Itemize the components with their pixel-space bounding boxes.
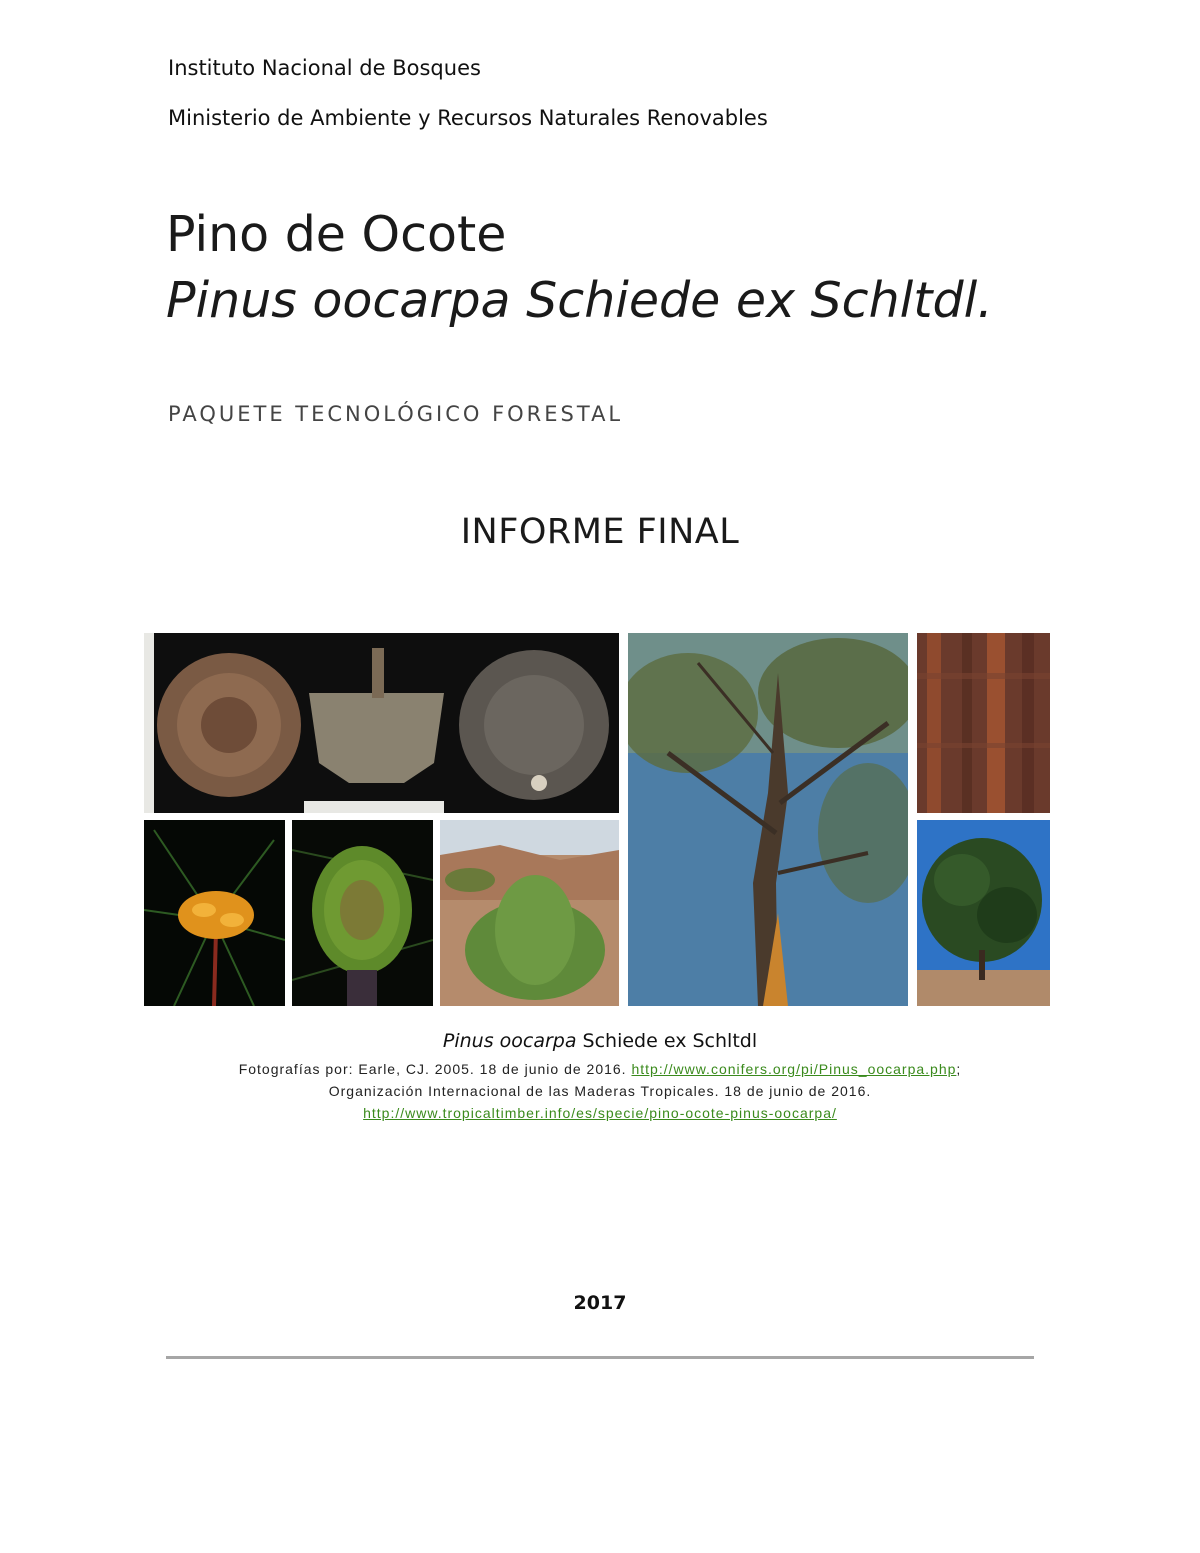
pine-cones-specimen-photo [144,633,619,813]
male-strobili-photo [144,820,285,1006]
photo-caption-title [0,1030,1200,1052]
report-label: INFORME FINAL [460,512,740,552]
institution-name: Instituto Nacional de Bosques [168,56,481,80]
pine-bark-photo [917,633,1050,813]
footer-divider [166,1356,1034,1359]
photo-credit-line-1 [0,1061,1200,1077]
publication-year: 2017 [573,1292,627,1314]
ministry-name: Ministerio de Ambiente y Recursos Naturales Renovables [168,106,768,130]
conifers-link[interactable]: http://www.conifers.org/pi/Pinus_oocarpa.php [631,1061,957,1077]
pine-tree-canopy-photo [628,633,908,1006]
mature-pine-photo [917,820,1050,1006]
document-subtitle: PAQUETE TECNOLÓGICO FORESTAL [168,402,624,426]
young-pine-photo [440,820,619,1006]
scientific-name-title: Pinus oocarpa Schiede ex Schltdl. [166,272,993,329]
photo-credit-line-3 [0,1105,1200,1121]
credit-link1-suffix: ; [956,1061,962,1077]
green-cone-photo [292,820,433,1006]
common-name-title: Pino de Ocote [166,206,507,263]
caption-species-author: Schiede ex Schltdl [576,1030,758,1052]
caption-species-italic: Pinus oocarpa [442,1030,577,1052]
tropicaltimber-link[interactable]: http://www.tropicaltimber.info/es/specie/pino-ocote-pinus-oocarpa/ [363,1105,837,1121]
credit-prefix: Fotografías por: Earle, CJ. 2005. 18 de junio de 2016. [238,1061,632,1077]
photo-credit-line-2: Organización Internacional de las Maderas Tropicales. 18 de junio de 2016. [328,1083,872,1099]
